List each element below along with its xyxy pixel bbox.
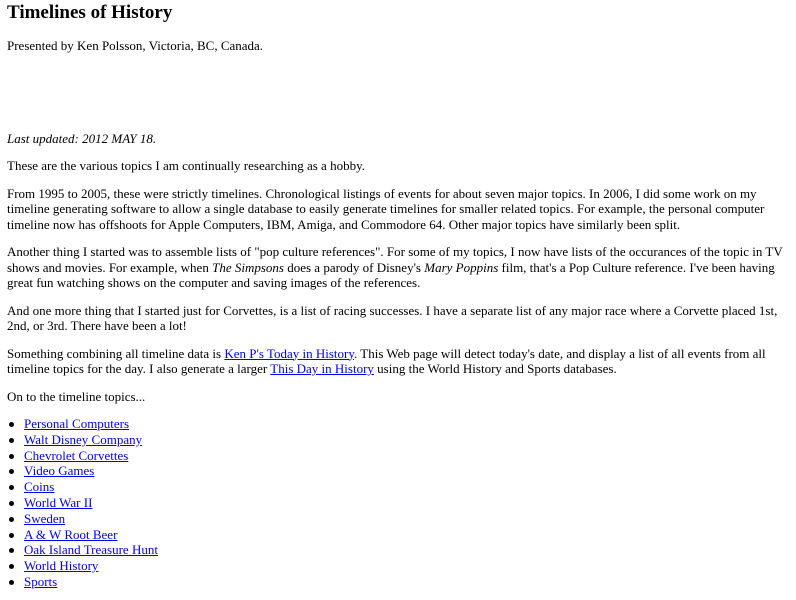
bullet-icon [9, 564, 14, 569]
bullet-icon [9, 469, 14, 474]
topic-link-corvettes[interactable]: Chevrolet Corvettes [24, 447, 129, 463]
topic-link-video-games[interactable]: Video Games [24, 463, 95, 479]
topic-link-personal-computers[interactable]: Personal Computers [24, 416, 130, 431]
list-item [24, 527, 789, 543]
bullet-icon [9, 548, 14, 553]
bullet-icon [9, 580, 14, 585]
topic-link-walt-disney[interactable]: Walt Disney Company [24, 431, 143, 447]
pop-culture-text-a: Another thing I started was to assemble lists of "pop culture references". For some of my topics, I now have lists of the occurances of the topic in TV shows and movies. For example, when [7, 244, 783, 275]
bullet-icon [9, 533, 14, 538]
today-in-history-paragraph [7, 346, 789, 377]
pop-culture-paragraph [7, 244, 789, 291]
list-item [24, 542, 789, 558]
onto-topics-line: On to the timeline topics... [7, 388, 146, 404]
timelines-paragraph: From 1995 to 2005, these were strictly timelines. Chronological listings of events for about seven major topics. In 2006, I did some work on my timeline generating software to allow a single database to easily generate timelines for smaller related topics. For example, the personal computer timeline now has offshoots for Apple Computers, IBM, Amiga, and Commodore 64. Other major topics have similarly been split. [7, 185, 765, 232]
topic-link-sweden[interactable]: Sweden [24, 510, 66, 526]
topic-link-aw-root-beer[interactable]: A & W Root Beer [24, 526, 118, 542]
page-title: Timelines of History [7, 2, 173, 23]
topic-link-world-war-ii[interactable]: World War II [24, 494, 93, 510]
topic-link-coins[interactable]: Coins [24, 479, 55, 495]
ken-today-in-history-link[interactable]: Ken P's Today in History [224, 345, 354, 361]
corvette-paragraph: And one more thing that I started just for Corvettes, is a list of racing successes. I have a separate list of any major race where a Corvette placed 1st, 2nd, or 3rd. There have been a lot! [7, 302, 778, 333]
list-item [24, 448, 789, 464]
bullet-icon [9, 454, 14, 459]
mary-poppins-title: Mary Poppins [424, 259, 499, 275]
this-day-in-history-link[interactable]: This Day in History [270, 361, 374, 376]
today-text-a: Something combining all timeline data is [7, 345, 225, 361]
pop-culture-text-b: does a parody of Disney's [283, 259, 425, 275]
list-item [24, 558, 789, 574]
list-item [24, 463, 789, 479]
list-item [24, 495, 789, 511]
bullet-icon [9, 501, 14, 506]
intro-paragraph: These are the various topics I am continually researching as a hobby. [7, 158, 365, 173]
simpsons-title: The Simpsons [212, 259, 284, 275]
topics-list [7, 416, 789, 590]
list-item [24, 479, 789, 495]
bullet-icon [9, 438, 14, 443]
pop-culture-text-c: film, that's a Pop Culture reference. I've been having great fun watching shows on the computer and saving images of the references. [7, 259, 775, 290]
topic-link-oak-island[interactable]: Oak Island Treasure Hunt [24, 542, 158, 558]
topic-link-sports[interactable]: Sports [24, 573, 58, 589]
bullet-icon [9, 422, 14, 427]
topic-link-world-history[interactable]: World History [24, 558, 99, 574]
presenter-line: Presented by Ken Polsson, Victoria, BC, Canada. [7, 38, 264, 53]
list-item [24, 416, 789, 432]
list-item [24, 574, 789, 590]
list-item [24, 511, 789, 527]
last-updated: Last updated: 2012 MAY 18. [7, 130, 157, 146]
today-text-b: . This Web page will detect today's date, and display a list of all events from all timeline topics for the day. I also generate a larger [7, 345, 766, 376]
bullet-icon [9, 517, 14, 522]
list-item [24, 432, 789, 448]
bullet-icon [9, 485, 14, 490]
today-text-c: using the World History and Sports databases. [373, 361, 617, 376]
